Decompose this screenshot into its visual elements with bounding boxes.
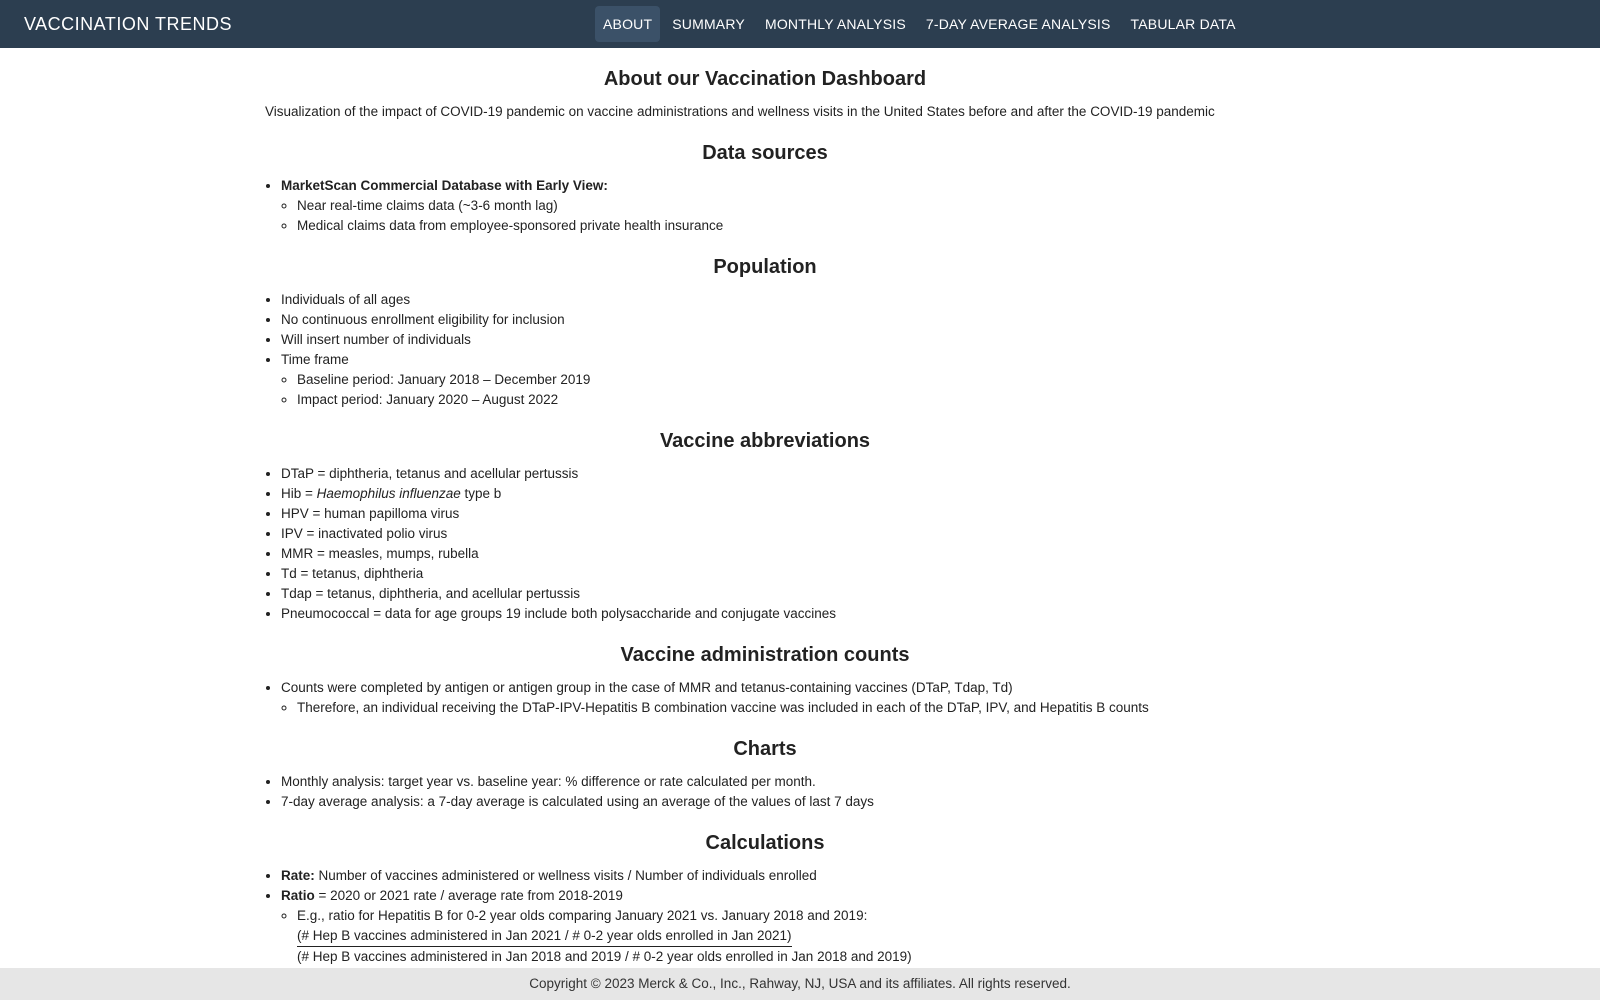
list-item: [281, 866, 1265, 886]
list-item: • No continuous enrollment eligibility for inclusion: [281, 310, 1265, 330]
list-item: ◦ Near real-time claims data (~3-6 month lag): [297, 196, 1265, 216]
ratio-example-intro: E.g., ratio for Hepatitis B for 0-2 year olds comparing January 2021 vs. January 2018 and 2019:: [297, 908, 868, 923]
ratio-label: Ratio: [281, 888, 315, 903]
section-title-vaccine-administration-counts: Vaccine administration counts: [620, 644, 910, 666]
list-item: [281, 886, 1265, 967]
list-item: • 7-day average analysis: a 7-day average is calculated using an average of the values of last 7 days: [281, 792, 1265, 812]
section-title-vaccine-abbreviations: Vaccine abbreviations: [659, 430, 871, 452]
list-item: • Td = tetanus, diphtheria: [281, 564, 1265, 584]
list-item: • IPV = inactivated polio virus: [281, 524, 1265, 544]
top-navbar: [0, 0, 1600, 48]
rate-text: Number of vaccines administered or wellness visits / Number of individuals enrolled: [314, 868, 817, 883]
nav-tab-7-day-average-analysis[interactable]: 7-DAY AVERAGE ANALYSIS: [925, 16, 1111, 32]
list-item: [281, 484, 1265, 504]
timeframe-label: Time frame: [281, 352, 349, 367]
app-brand[interactable]: VACCINATION TRENDS: [24, 14, 233, 34]
hib-suffix: type b: [460, 486, 502, 501]
list-item: • Will insert number of individuals: [281, 330, 1265, 350]
list-item: [281, 176, 1265, 236]
ratio-denominator: (# Hep B vaccines administered in Jan 2018 and 2019 / # 0-2 year olds enrolled in Jan 2018 and 2019): [297, 949, 912, 964]
nav-tab-summary[interactable]: SUMMARY: [672, 16, 745, 32]
footer: [0, 968, 1600, 1000]
charts-list: [265, 772, 1265, 812]
data-source-name: MarketScan Commercial Database with Early View:: [281, 178, 608, 193]
copyright-text: Copyright © 2023 Merck & Co., Inc., Rahway, NJ, USA and its affiliates. All rights reserved.: [529, 976, 1071, 991]
population-list: [265, 290, 1265, 410]
data-sources-list: [265, 176, 1265, 236]
section-title-calculations: Calculations: [705, 832, 825, 854]
list-item: ◦ Baseline period: January 2018 – December 2019: [297, 370, 1265, 390]
abbreviations-list: [265, 464, 1265, 624]
list-item: • MMR = measles, mumps, rubella: [281, 544, 1265, 564]
list-item: ◦ Therefore, an individual receiving the DTaP-IPV-Hepatitis B combination vaccine was included in each of the DTaP, IPV, and Hepatitis B counts: [297, 698, 1265, 718]
nav-menu: [595, 6, 1244, 42]
list-item: [281, 678, 1265, 718]
hib-italic: Haemophilus influenzae: [316, 486, 461, 501]
ratio-numerator: (# Hep B vaccines administered in Jan 2021 / # 0-2 year olds enrolled in Jan 2021): [297, 926, 792, 947]
list-item: ◦ Impact period: January 2020 – August 2022: [297, 390, 1265, 410]
admin-counts-list: [265, 678, 1265, 718]
list-item: [297, 906, 1265, 967]
list-item: • Pneumococcal = data for age groups 19 include both polysaccharide and conjugate vaccines: [281, 604, 1265, 624]
calculations-list: [265, 866, 1265, 967]
list-item: • Individuals of all ages: [281, 290, 1265, 310]
section-title-population: Population: [713, 256, 817, 278]
list-item: • HPV = human papilloma virus: [281, 504, 1265, 524]
list-item: ◦ Medical claims data from employee-sponsored private health insurance: [297, 216, 1265, 236]
page-subtitle: Visualization of the impact of COVID-19 pandemic on vaccine administrations and wellness visits in the United States before and after the COVID-19 pandemic: [265, 104, 1215, 119]
list-item: • Monthly analysis: target year vs. baseline year: % difference or rate calculated per month.: [281, 772, 1265, 792]
list-item: • DTaP = diphtheria, tetanus and acellular pertussis: [281, 464, 1265, 484]
page-title: About our Vaccination Dashboard: [603, 68, 927, 90]
rate-label: Rate:: [281, 868, 315, 883]
section-title-data-sources: Data sources: [702, 142, 828, 164]
list-item: • Tdap = tetanus, diphtheria, and acellular pertussis: [281, 584, 1265, 604]
ratio-text: = 2020 or 2021 rate / average rate from 2018-2019: [314, 888, 623, 903]
list-item: [281, 350, 1265, 410]
hib-prefix: Hib =: [281, 486, 317, 501]
admin-counts-text: Counts were completed by antigen or antigen group in the case of MMR and tetanus-containing vaccines (DTaP, Tdap, Td): [281, 680, 1013, 695]
section-title-charts: Charts: [733, 738, 797, 760]
nav-tab-tabular-data[interactable]: TABULAR DATA: [1130, 16, 1236, 32]
nav-tab-about[interactable]: ABOUT: [595, 6, 660, 42]
about-content: [265, 48, 1265, 977]
nav-tab-monthly-analysis[interactable]: MONTHLY ANALYSIS: [764, 16, 906, 32]
